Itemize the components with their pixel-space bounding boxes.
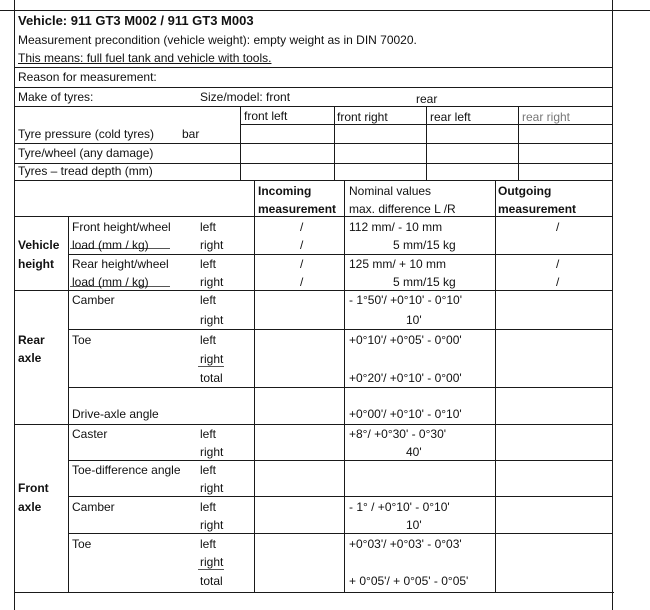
tyre-damage-label: Tyre/wheel (any damage) xyxy=(18,146,154,160)
rear-toe-left: left xyxy=(200,333,217,347)
vh-slash-3: / xyxy=(300,257,304,271)
toe-diff-right: right xyxy=(200,481,224,495)
col-v-nominal xyxy=(344,180,345,592)
vh-rear-right: right xyxy=(200,275,224,289)
right-underline-1 xyxy=(198,366,224,367)
rear-toe-end xyxy=(68,387,612,388)
columns-divider xyxy=(14,216,612,217)
vh-front-right: right xyxy=(200,238,224,252)
toe-diff-left: left xyxy=(200,463,217,477)
make-divider xyxy=(14,106,612,107)
front-toe-label: Toe xyxy=(72,537,92,551)
front-toe-total: total xyxy=(200,574,223,588)
drive-axle-nominal: +0°00'/ +0°10' - 0°10' xyxy=(349,407,462,421)
precondition-text: Measurement precondition (vehicle weight): empty weight as in DIN 70020. xyxy=(18,33,417,47)
front-camber-nominal-2: 10' xyxy=(406,518,422,532)
vehicle-title: Vehicle: 911 GT3 M002 / 911 GT3 M003 xyxy=(18,13,254,28)
tread-depth-label: Tyres – tread depth (mm) xyxy=(18,164,153,178)
reason-divider xyxy=(14,87,612,88)
tyre-v4 xyxy=(518,106,519,180)
vh-out-slash-1: / xyxy=(556,220,560,234)
front-camber-nominal-1: - 1° / +0°10' - 0°10' xyxy=(349,500,450,514)
reason-label: Reason for measurement: xyxy=(18,70,157,84)
rear-axle-end xyxy=(14,424,612,425)
rear-toe-label: Toe xyxy=(72,333,92,347)
make-of-tyres-label: Make of tyres: xyxy=(18,90,94,104)
vehicle-height-end xyxy=(14,290,612,291)
rear-camber-right: right xyxy=(200,313,224,327)
rear-axle-group-2: axle xyxy=(18,351,42,365)
rear-camber-label: Camber xyxy=(72,293,115,307)
vh-mid xyxy=(68,254,612,255)
incoming-heading-1: Incoming xyxy=(258,184,312,198)
rear-height-label-2: load (mm / kg) xyxy=(72,275,149,289)
tyre-v2 xyxy=(334,106,335,180)
front-height-nominal-1: 112 mm/ - 10 mm xyxy=(349,220,443,234)
vh-rear-left: left xyxy=(200,257,217,271)
means-text: This means: full fuel tank and vehicle with tools. xyxy=(18,51,272,65)
nominal-heading-1: Nominal values xyxy=(349,184,432,198)
col-front-left: front left xyxy=(244,109,288,123)
front-camber-label: Camber xyxy=(72,500,115,514)
toe-diff-label: Toe-difference angle xyxy=(72,463,181,477)
rear-toe-nominal: +0°10'/ +0°05' - 0°00' xyxy=(349,333,462,347)
rear-height-label-1: Rear height/wheel xyxy=(72,257,169,271)
front-height-nominal-2: 5 mm/15 kg xyxy=(393,238,456,252)
vehicle-height-group-1: Vehicle xyxy=(18,238,60,252)
tyre-v1 xyxy=(240,106,241,180)
vh-out-slash-2: / xyxy=(556,257,560,271)
pressure-unit: bar xyxy=(182,127,200,141)
size-model-label: Size/model: front xyxy=(200,90,291,104)
rear-camber-nominal-1: - 1°50'/ +0°10' - 0°10' xyxy=(349,293,463,307)
rear-label: rear xyxy=(416,92,438,106)
col-rear-left: rear left xyxy=(430,110,471,124)
rear-height-nominal-2: 5 mm/15 kg xyxy=(393,275,456,289)
vh-slash-2: / xyxy=(300,238,304,252)
top-tick-line xyxy=(612,0,613,10)
rear-camber-left: left xyxy=(200,293,217,307)
incoming-heading-2: measurement xyxy=(258,202,337,216)
front-toe-total-nominal: + 0°05'/ + 0°05' - 0°05' xyxy=(349,574,469,588)
pressure-divider xyxy=(14,143,612,144)
front-toe-right: right xyxy=(200,555,224,569)
rear-camber-nominal-2: 10' xyxy=(406,313,422,327)
tyre-pressure-label: Tyre pressure (cold tyres) xyxy=(18,127,155,141)
frame-top-line xyxy=(0,10,650,11)
front-height-label-2: load (mm / kg) xyxy=(72,238,149,252)
rear-axle-group-1: Rear xyxy=(18,333,45,347)
outgoing-heading-2: measurement xyxy=(498,202,577,216)
drive-axle-label: Drive-axle angle xyxy=(72,407,159,421)
frame-bottom-line xyxy=(14,592,614,593)
nominal-heading-2: max. difference L /R xyxy=(349,202,456,216)
rear-toe-right: right xyxy=(200,352,224,366)
caster-end xyxy=(68,460,612,461)
front-axle-group-1: Front xyxy=(18,481,49,495)
col-v-outgoing xyxy=(495,180,496,592)
front-height-label-1: Front height/wheel xyxy=(72,220,171,234)
front-camber-right: right xyxy=(200,518,224,532)
front-camber-left: left xyxy=(200,500,217,514)
vehicle-height-group-2: height xyxy=(18,257,54,271)
vh-out-slash-3: / xyxy=(556,275,560,289)
front-toe-left: left xyxy=(200,537,217,551)
caster-label: Caster xyxy=(72,427,108,441)
col-front-right: front right xyxy=(337,110,388,124)
rear-camber-end xyxy=(68,329,612,330)
frame-right-line xyxy=(612,0,613,610)
toe-diff-end xyxy=(68,496,612,497)
caster-nominal-1: +8°/ +0°30' - 0°30' xyxy=(349,427,447,441)
tyre-v3 xyxy=(426,106,427,180)
tread-divider xyxy=(14,180,612,181)
caster-nominal-2: 40' xyxy=(406,445,422,459)
frame-left-line xyxy=(14,0,15,610)
front-toe-nominal: +0°03'/ +0°03' - 0°03' xyxy=(349,537,462,551)
rear-toe-total-nominal: +0°20'/ +0°10' - 0°00' xyxy=(349,371,462,385)
vh-slash-4: / xyxy=(300,275,304,289)
caster-right: right xyxy=(200,445,224,459)
rear-toe-total: total xyxy=(200,371,223,385)
rear-height-nominal-1: 125 mm/ + 10 mm xyxy=(349,257,447,271)
outgoing-heading-1: Outgoing xyxy=(498,184,552,198)
caster-left: left xyxy=(200,427,217,441)
front-axle-group-2: axle xyxy=(18,500,42,514)
vh-slash-1: / xyxy=(300,220,304,234)
col-rear-right: rear right xyxy=(522,110,571,124)
front-camber-end xyxy=(68,533,612,534)
header-divider xyxy=(14,67,612,68)
vh-front-left: left xyxy=(200,220,217,234)
col-v-incoming xyxy=(254,180,255,592)
col-v-param xyxy=(68,216,69,592)
right-underline-2 xyxy=(198,569,224,570)
